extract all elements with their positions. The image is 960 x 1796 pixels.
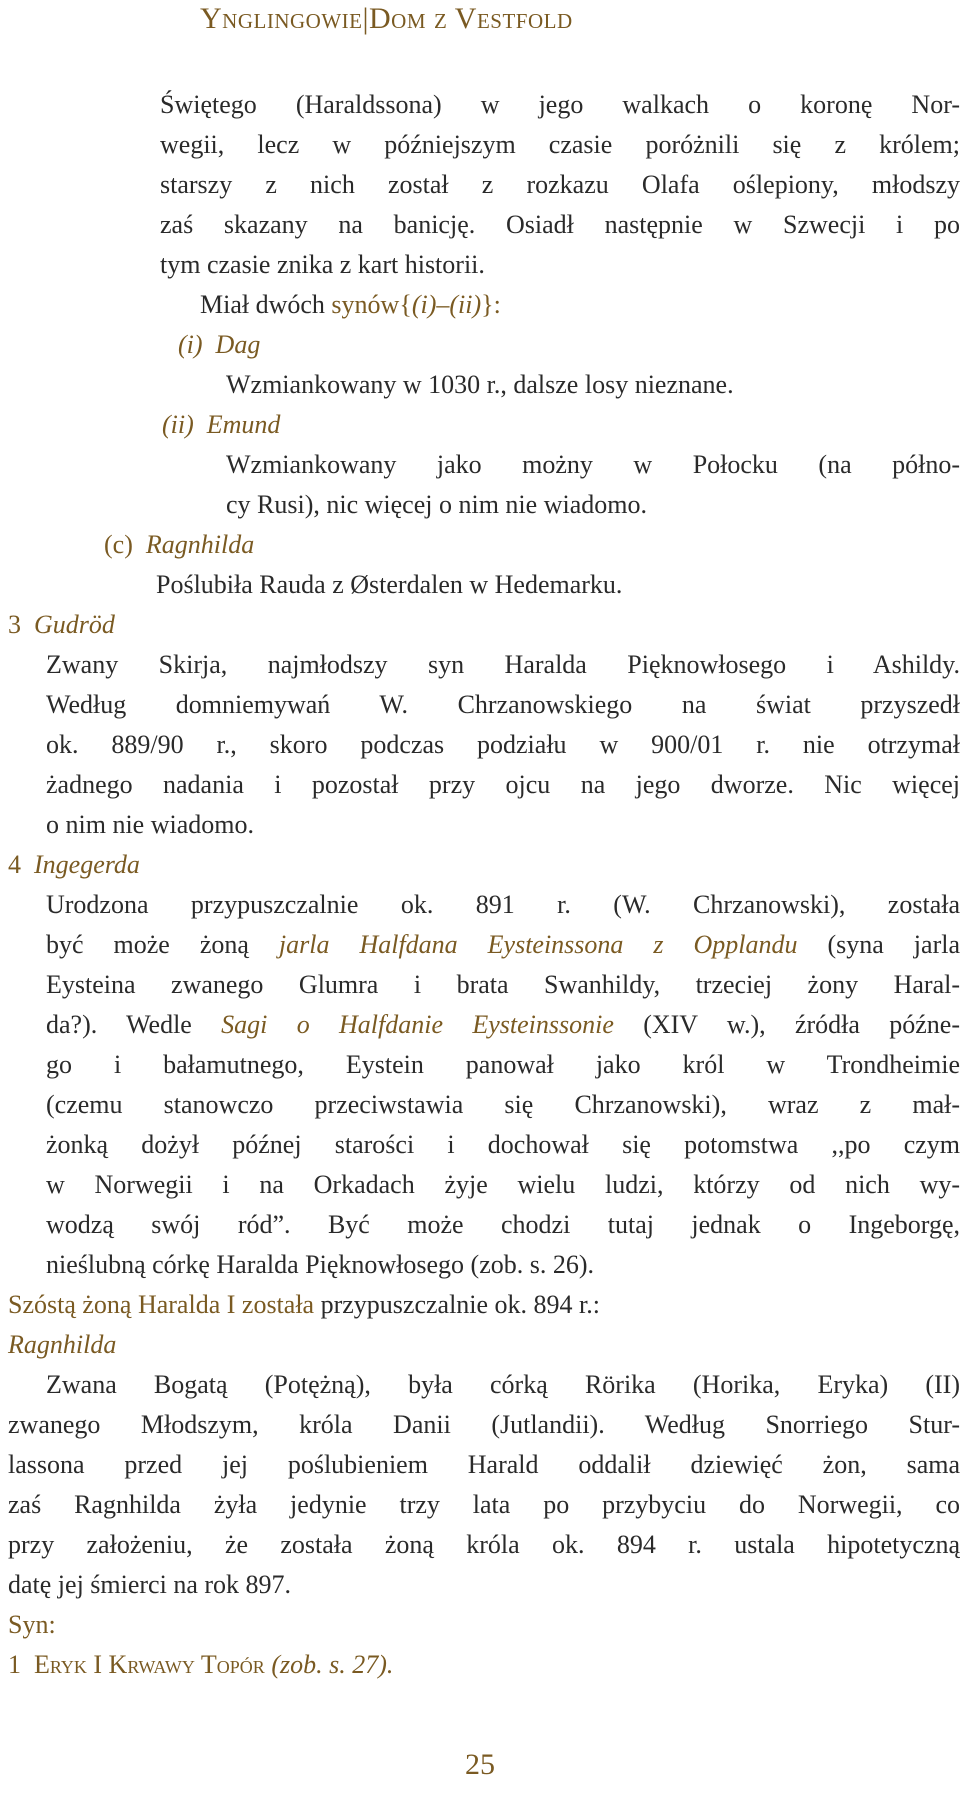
entry-eryk [8,1645,393,1685]
header-separator: | [362,2,369,35]
text-line: o nim nie wiadomo. [46,810,254,839]
children-intro: Miał dwóch synów{(i)–(ii)}: [200,290,501,319]
entry-ragnhilda: Ragnhilda [8,1330,117,1359]
text-line: Urodzona przypuszczalnie ok. 891 r. (W. Chrzanowski), została [46,890,960,919]
text-line: Eysteina zwanego Glumra i brata Swanhildy, trzeciej żony Haral- [46,970,960,999]
entry-dag [178,325,260,365]
text-line: datę jej śmierci na rok 897. [8,1570,292,1599]
text-line: Poślubiła Rauda z Østerdalen w Hedemarku. [156,570,623,599]
son-label: Syn: [8,1610,56,1639]
cross-reference: (zob. s. 27). [264,1650,394,1679]
text-line: nieślubną córkę Haralda Pięknowłosego (zob. s. 26). [46,1250,595,1279]
entry-number: (c) [104,530,133,559]
entry-name: Ragnhilda [145,530,255,559]
text-line: da?). Wedle Sagi o Halfdanie Eysteinssonie (XIV w.), źródła późne- [46,1010,960,1039]
text-line: żonką dożył późnej starości i dochował się potomstwa ,,po czym [46,1130,960,1159]
text-line: go i bałamutnego, Eystein panował jako król w Trondheimie [46,1050,960,1079]
entry-number: 4 [8,850,21,879]
entry-name: Ingegerda [34,850,140,879]
entry-number: (i) [178,330,203,359]
entry-ragnhilda-c [104,525,254,565]
text-line: (czemu stanowczo przeciwstawia się Chrzanowski), wraz z mał- [46,1090,960,1119]
text-line: Wzmiankowany w 1030 r., dalsze losy nieznane. [226,370,734,399]
text-line: zaś Ragnhilda żyła jedynie trzy lata po przybyciu do Norwegii, co [8,1490,960,1519]
text-line: w Norwegii i na Orkadach żyje wielu ludzi, którzy od nich wy- [46,1170,960,1199]
text-line: przy założeniu, że została żoną króla ok. 894 r. ustala hipotetyczną [8,1530,960,1559]
text-line: Zwana Bogatą (Potężną), była córką Rörika (Horika, Eryka) (II) [46,1370,960,1399]
entry-number: 3 [8,610,21,639]
header-part2: Dom z Vestfold [368,2,573,35]
entry-name: Emund [206,410,281,439]
entry-name: Eryk I Krwawy Topór [34,1650,265,1679]
text-line: żadnego nadania i pozostał przy ojcu na jego dworze. Nic więcej [46,770,960,799]
running-header [200,0,573,40]
text-line: tym czasie znika z kart historii. [160,250,485,279]
text-line: zwanego Młodszym, króla Danii (Jutlandii). Według Snorriego Stur- [8,1410,960,1439]
text-line: Wzmiankowany jako możny w Połocku (na półno- [226,450,960,479]
sixth-wife-intro: Szóstą żoną Haralda I została przypuszczalnie ok. 894 r.: [8,1290,601,1319]
text-line: wegii, lecz w późniejszym czasie poróżnili się z królem; [160,130,960,159]
text-line: zaś skazany na banicję. Osiadł następnie w Szwecji i po [160,210,960,239]
text-line: starszy z nich został z rozkazu Olafa oślepiony, młodszy [160,170,960,199]
text-line: być może żoną jarla Halfdana Eysteinssona z Opplandu (syna jarla [46,930,960,959]
text-line: Według domniemywań W. Chrzanowskiego na świat przyszedł [46,690,960,719]
text-line: Zwany Skirja, najmłodszy syn Haralda Pięknowłosego i Ashildy. [46,650,960,679]
entry-gudrod [8,605,115,645]
text-line: cy Rusi), nic więcej o nim nie wiadomo. [226,490,647,519]
cross-reference: jarla Halfdana Eysteinssona z Opplandu [278,930,798,959]
header-part1: Ynglingowie [200,2,363,35]
page-number: 25 [465,1748,495,1781]
text-line: Świętego (Haraldssona) w jego walkach o koronę Nor- [160,90,960,119]
entry-number: 1 [8,1650,21,1679]
text-line: wodzą swój ród”. Być może chodzi tutaj jednak o Ingeborgę, [46,1210,960,1239]
text-line: ok. 889/90 r., skoro podczas podziału w 900/01 r. nie otrzymał [46,730,960,759]
entry-number: (ii) [162,410,194,439]
entry-ingegerda [8,845,140,885]
entry-emund [162,405,280,445]
source-title: Sagi o Halfdanie Eysteinssonie [221,1010,614,1039]
entry-name: Gudröd [34,610,115,639]
entry-name: Dag [215,330,261,359]
text-line: lassona przed jej poślubieniem Harald oddalił dziewięć żon, sama [8,1450,960,1479]
